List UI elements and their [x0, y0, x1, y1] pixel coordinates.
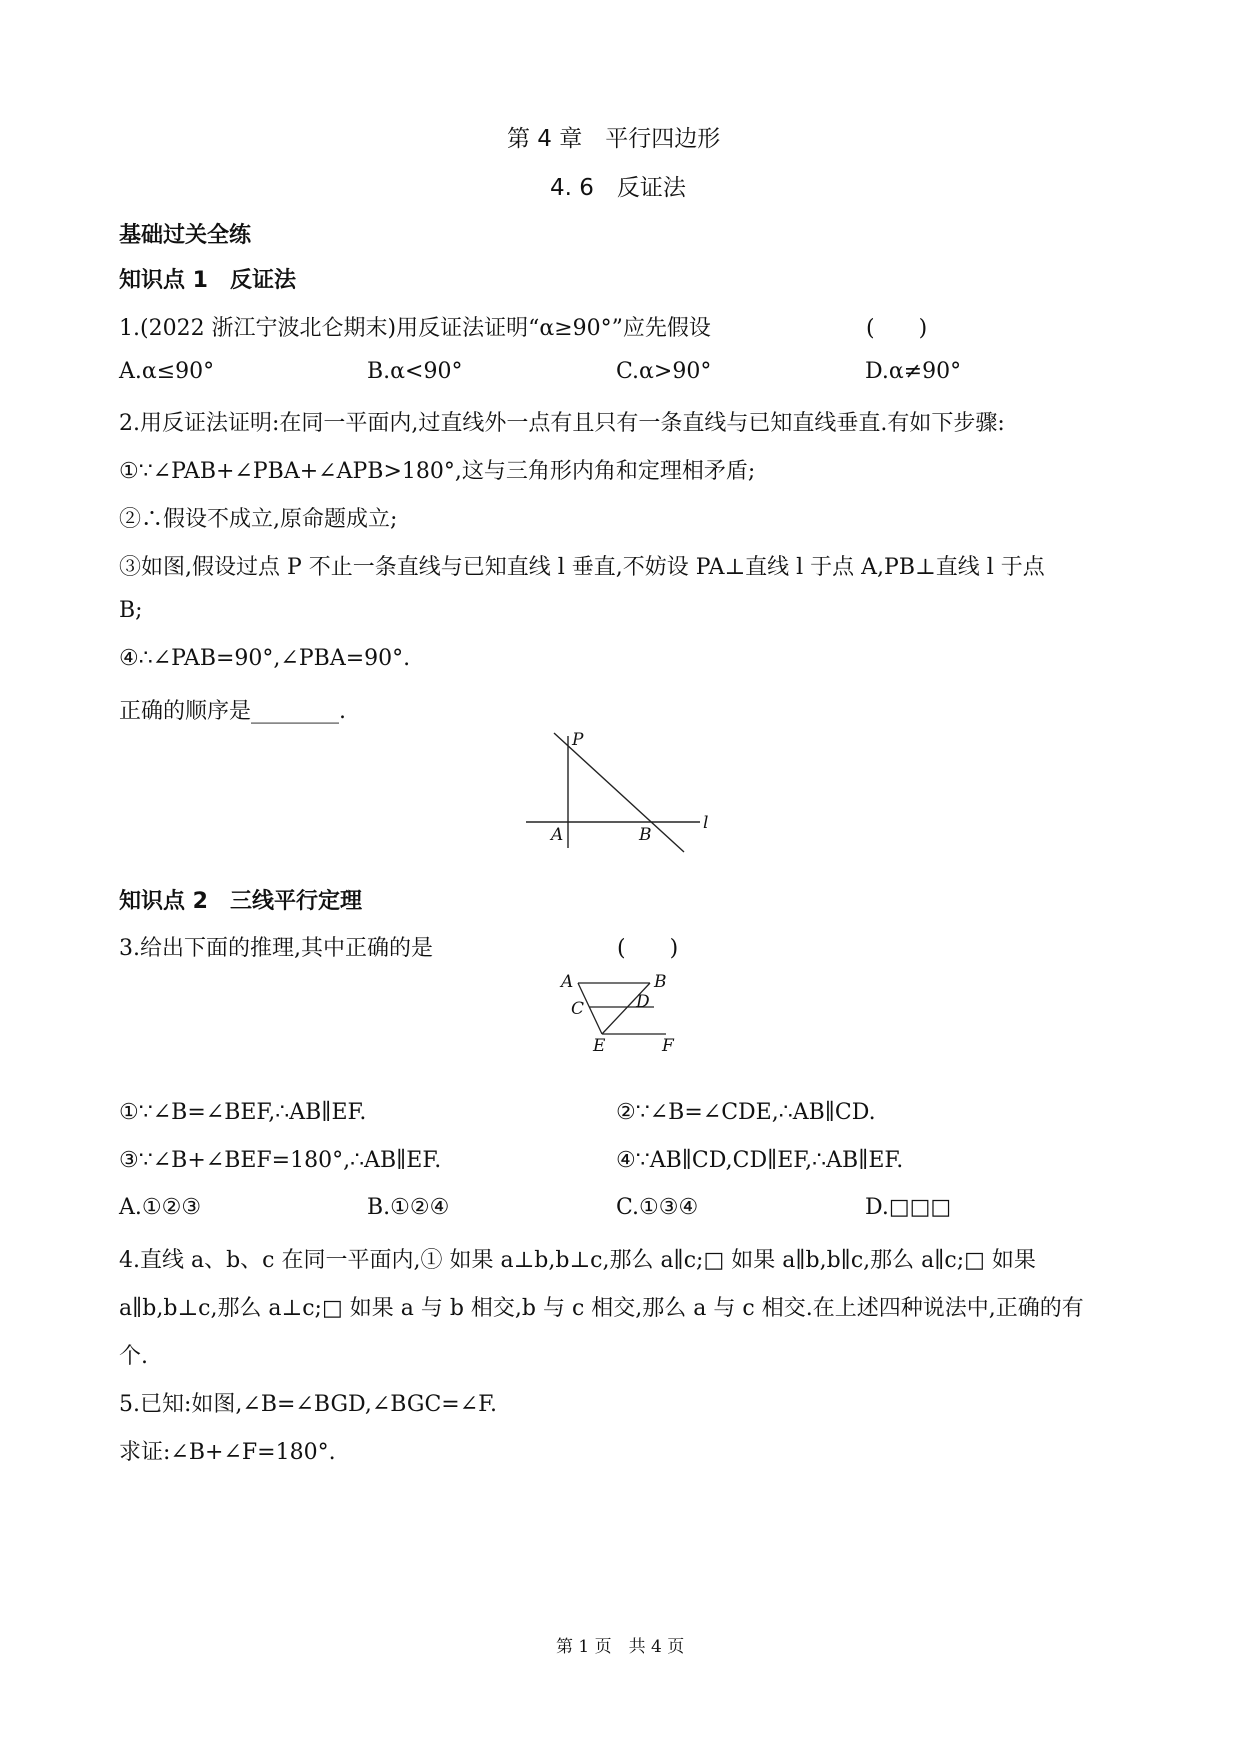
q3-stem: 3.给出下面的推理,其中正确的是	[119, 936, 433, 961]
page-footer: 第 1 页 共 4 页	[556, 1637, 685, 1657]
q3-option-d: D.□□□	[865, 1195, 952, 1220]
knowledge-point-1-heading: 知识点 1 反证法	[119, 268, 296, 293]
label-a: A	[561, 972, 574, 992]
q5-given: 5.已知:如图,∠B=∠BGD,∠BGC=∠F.	[119, 1392, 497, 1417]
q3-option-b: B.①②④	[367, 1195, 450, 1220]
q3-reasoning-2: ②∵∠B=∠CDE,∴AB∥CD.	[616, 1100, 876, 1125]
label-d: D	[636, 992, 650, 1012]
chapter-title: 第 4 章 平行四边形	[507, 126, 721, 152]
q2-stem: 2.用反证法证明:在同一平面内,过直线外一点有且只有一条直线与已知直线垂直.有如下步骤:	[119, 411, 1005, 436]
label-p: P	[572, 730, 584, 750]
q3-option-a: A.①②③	[119, 1195, 202, 1220]
q3-answer-paren: ( )	[617, 936, 679, 961]
knowledge-point-2-heading: 知识点 2 三线平行定理	[119, 889, 362, 914]
q3-reasoning-3: ③∵∠B+∠BEF=180°,∴AB∥EF.	[119, 1148, 442, 1173]
q4-line-3: 个.	[119, 1344, 148, 1369]
q2-step-4: ④∴∠PAB=90°,∠PBA=90°.	[119, 646, 411, 671]
q1-stem: 1.(2022 浙江宁波北仑期末)用反证法证明“α≥90°”应先假设	[119, 316, 711, 341]
q1-option-a: A.α≤90°	[119, 359, 215, 384]
q5-prove: 求证:∠B+∠F=180°.	[119, 1440, 336, 1465]
q2-answer-prompt: 正确的顺序是________.	[119, 699, 346, 724]
q1-option-c: C.α>90°	[616, 359, 712, 384]
label-b: B	[639, 825, 652, 845]
label-f: F	[662, 1036, 674, 1052]
q3-figure	[558, 970, 688, 1052]
q2-step-3: ③如图,假设过点 P 不止一条直线与已知直线 l 垂直,不妨设 PA⊥直线 l 于点 A,PB⊥直线 l 于点	[119, 555, 1045, 580]
label-b: B	[654, 972, 667, 992]
q3-option-c: C.①③④	[616, 1195, 699, 1220]
label-l: l	[703, 813, 709, 833]
q2-step-2: ②∴假设不成立,原命题成立;	[119, 507, 398, 532]
q4-line-2: a∥b,b⊥c,那么 a⊥c;□ 如果 a 与 b 相交,b 与 c 相交,那么 a 与 c 相交.在上述四种说法中,正确的有	[119, 1296, 1084, 1321]
q1-option-b: B.α<90°	[367, 359, 463, 384]
q2-step-3-cont: B;	[119, 598, 143, 623]
section-title: 4. 6 反证法	[550, 175, 686, 201]
q1-option-d: D.α≠90°	[865, 359, 962, 384]
q4-line-1: 4.直线 a、b、c 在同一平面内,① 如果 a⊥b,b⊥c,那么 a∥c;□ 如果 a∥b,b∥c,那么 a∥c;□ 如果	[119, 1248, 1036, 1273]
label-a: A	[551, 825, 564, 845]
q3-reasoning-4: ④∵AB∥CD,CD∥EF,∴AB∥EF.	[616, 1148, 904, 1173]
label-e: E	[593, 1036, 606, 1052]
practice-heading: 基础过关全练	[119, 223, 252, 248]
q2-step-1: ①∵∠PAB+∠PBA+∠APB>180°,这与三角形内角和定理相矛盾;	[119, 459, 756, 484]
q2-figure	[520, 728, 720, 858]
segment-pb	[554, 733, 684, 852]
q1-answer-paren: ( )	[866, 316, 928, 341]
q3-reasoning-1: ①∵∠B=∠BEF,∴AB∥EF.	[119, 1100, 367, 1125]
label-c: C	[571, 999, 585, 1019]
